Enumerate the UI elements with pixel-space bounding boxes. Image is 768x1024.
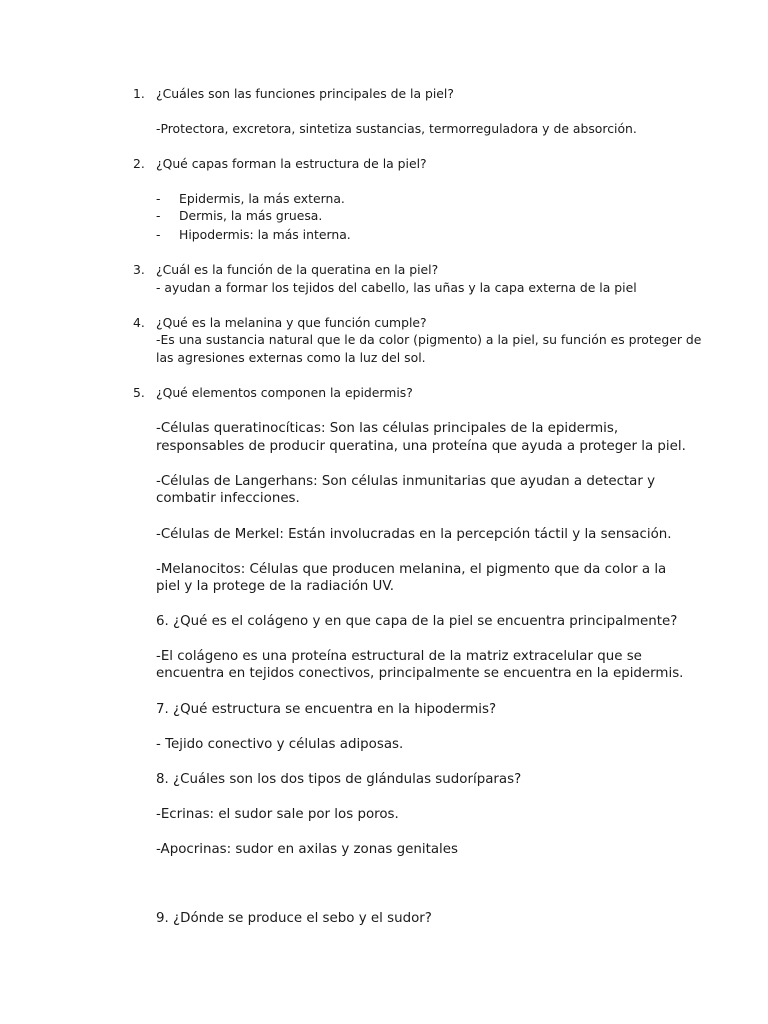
q2-number: 2.	[133, 156, 145, 171]
q8-answer: -Apocrinas: sudor en axilas y zonas genitales	[156, 842, 458, 857]
q5-question: ¿Qué elementos componen la epidermis?	[156, 385, 413, 400]
q8-answer: -Ecrinas: el sudor sale por los poros.	[156, 807, 399, 822]
q3-number: 3.	[133, 262, 145, 277]
q7-question: 7. ¿Qué estructura se encuentra en la hipodermis?	[156, 702, 497, 717]
q2-bullet-item: Hipodermis: la más interna.	[179, 227, 351, 242]
q4-number: 4.	[133, 315, 145, 330]
q2-bullet-item: Dermis, la más gruesa.	[179, 208, 323, 223]
q6-answer-line: -El colágeno es una proteína estructural de la matriz extracelular que se	[156, 649, 642, 664]
q5-answer-line: piel y la protege de la radiación UV.	[156, 579, 395, 594]
q5-answer-line: -Células queratinocíticas: Son las células principales de la epidermis,	[156, 421, 619, 436]
q3-question: ¿Cuál es la función de la queratina en la piel?	[156, 262, 439, 277]
q5-answer-line: -Células de Langerhans: Son células inmunitarias que ayudan a detectar y	[156, 474, 656, 489]
q9-question: 9. ¿Dónde se produce el sebo y el sudor?	[156, 911, 432, 926]
q5-answer-line: responsables de producir queratina, una proteína que ayuda a proteger la piel.	[156, 439, 686, 454]
q5-answer-line: -Células de Merkel: Están involucradas en la percepción táctil y la sensación.	[156, 527, 672, 542]
q3-answer: - ayudan a formar los tejidos del cabello, las uñas y la capa externa de la piel	[156, 280, 637, 295]
q5-answer-line: -Melanocitos: Células que producen melanina, el pigmento que da color a la	[156, 562, 667, 577]
q4-question: ¿Qué es la melanina y que función cumple?	[156, 315, 427, 330]
q2-bullet-dash: -	[156, 191, 161, 206]
q4-answer-line: -Es una sustancia natural que le da color (pigmento) a la piel, su función es proteger de	[156, 332, 702, 347]
q2-bullet-item: Epidermis, la más externa.	[179, 191, 345, 206]
q2-question: ¿Qué capas forman la estructura de la piel?	[156, 156, 427, 171]
q4-answer-line: las agresiones externas como la luz del sol.	[156, 350, 426, 365]
q2-bullet-dash: -	[156, 208, 161, 223]
q2-bullet-dash: -	[156, 227, 161, 242]
q6-answer-line: encuentra en tejidos conectivos, principalmente se encuentra en la epidermis.	[156, 666, 684, 681]
q1-answer: -Protectora, excretora, sintetiza sustancias, termorreguladora y de absorción.	[156, 121, 637, 136]
q1-number: 1.	[133, 86, 145, 101]
q8-question: 8. ¿Cuáles son los dos tipos de glándulas sudoríparas?	[156, 772, 522, 787]
q5-answer-line: combatir infecciones.	[156, 491, 300, 506]
q6-question: 6. ¿Qué es el colágeno y en que capa de la piel se encuentra principalmente?	[156, 614, 678, 629]
q7-answer: - Tejido conectivo y células adiposas.	[156, 737, 404, 752]
q1-question: ¿Cuáles son las funciones principales de la piel?	[156, 86, 454, 101]
q5-number: 5.	[133, 385, 145, 400]
